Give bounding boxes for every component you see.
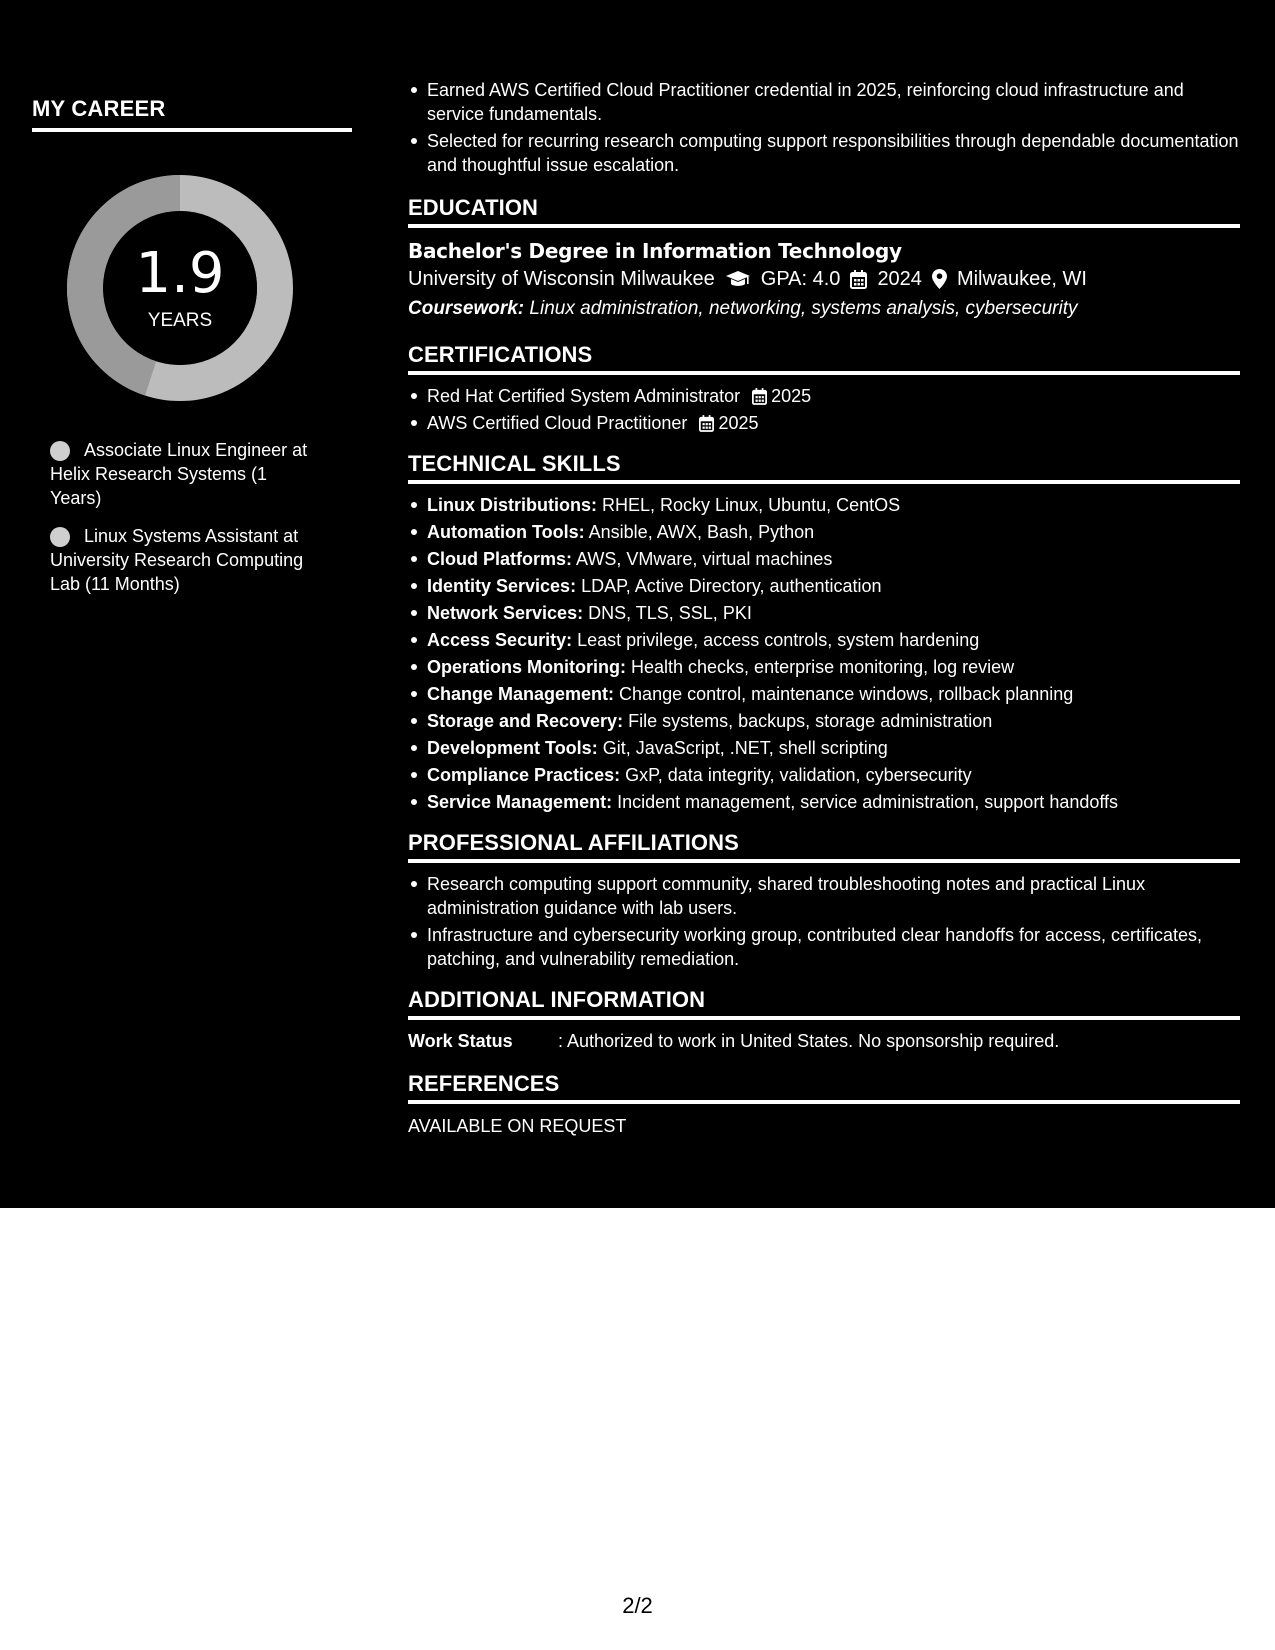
certifications-title: CERTIFICATIONS — [408, 342, 1240, 375]
certification-year: 2025 — [718, 413, 759, 433]
affiliation-item: Research computing support community, shared troubleshooting notes and practical Linux administration guidance with lab users. — [427, 872, 1240, 920]
skill-value: LDAP, Active Directory, authentication — [581, 576, 882, 596]
certification-name: Red Hat Certified System Administrator — [427, 386, 741, 406]
skill-item — [427, 628, 1240, 652]
degree-name: Bachelor's Degree in Information Technology — [408, 239, 902, 263]
coursework-text: Linux administration, networking, systems analysis, cybersecurity — [529, 298, 1078, 319]
skill-value: RHEL, Rocky Linux, Ubuntu, CentOS — [602, 495, 901, 515]
career-dot-icon — [50, 527, 70, 547]
career-dot-icon — [50, 441, 70, 461]
references-title: REFERENCES — [408, 1071, 1240, 1104]
page-number: 2/2 — [622, 1593, 653, 1618]
skill-label: Change Management: — [427, 684, 615, 704]
certification-item — [427, 411, 1240, 435]
education-body — [408, 238, 1240, 324]
achievement-item: Earned AWS Certified Cloud Practitioner credential in 2025, reinforcing cloud infrastructure and service fundamentals. — [427, 78, 1240, 126]
calendar-icon — [699, 415, 714, 432]
education-details — [408, 264, 1240, 294]
certifications-list — [408, 384, 1240, 435]
skill-item — [427, 493, 1240, 517]
skill-label: Service Management: — [427, 792, 613, 812]
skill-label: Automation Tools: — [427, 522, 585, 542]
education-section — [408, 195, 1240, 324]
skill-value: Change control, maintenance windows, rollback planning — [619, 684, 1074, 704]
skill-value: Incident management, service administration, support handoffs — [617, 792, 1119, 812]
skill-value: File systems, backups, storage administration — [628, 711, 993, 731]
additional-title: ADDITIONAL INFORMATION — [408, 987, 1240, 1020]
calendar-icon — [850, 270, 867, 289]
skill-label: Access Security: — [427, 630, 573, 650]
sidebar — [0, 0, 380, 1208]
skills-section — [408, 451, 1240, 814]
skill-item — [427, 520, 1240, 544]
skill-value: AWS, VMware, virtual machines — [576, 549, 833, 569]
donut-center — [66, 174, 294, 402]
achievement-item: Selected for recurring research computing support responsibilities through dependable documentation and thoughtful issue escalation. — [427, 131, 1239, 175]
skill-value: Least privilege, access controls, system hardening — [577, 630, 980, 650]
education-title: EDUCATION — [408, 195, 1240, 228]
years-value: 1.9 — [135, 241, 225, 306]
skill-item — [427, 682, 1240, 706]
skill-item — [427, 709, 1240, 733]
skill-item — [427, 763, 1240, 787]
references-section — [408, 1071, 1240, 1138]
years-unit: YEARS — [147, 310, 213, 331]
skill-label: Cloud Platforms: — [427, 549, 573, 569]
affiliation-item: Infrastructure and cybersecurity working group, contributed clear handoffs for access, certificates, patching, and vulnerability remediation. — [427, 923, 1240, 971]
main-content — [408, 78, 1240, 1138]
school-name: University of Wisconsin Milwaukee — [408, 268, 715, 290]
skill-label: Compliance Practices: — [427, 765, 621, 785]
map-pin-icon — [932, 269, 947, 289]
affiliations-title: PROFESSIONAL AFFILIATIONS — [408, 830, 1240, 863]
skill-value: GxP, data integrity, validation, cybersecurity — [625, 765, 972, 785]
experience-donut — [66, 174, 294, 402]
career-item-text: Linux Systems Assistant at University Research Computing Lab (11 Months) — [50, 526, 304, 594]
skill-item — [427, 574, 1240, 598]
skill-item — [427, 736, 1240, 760]
certification-name: AWS Certified Cloud Practitioner — [427, 413, 688, 433]
skill-label: Linux Distributions: — [427, 495, 597, 515]
affiliations-list — [408, 872, 1240, 971]
references-text: AVAILABLE ON REQUEST — [408, 1116, 627, 1136]
career-list — [50, 438, 320, 596]
certification-year: 2025 — [771, 386, 812, 406]
skill-item — [427, 655, 1240, 679]
work-status-row — [408, 1029, 1240, 1053]
work-status-value: : Authorized to work in United States. No sponsorship required. — [558, 1031, 1060, 1051]
career-item — [50, 524, 320, 596]
skill-item — [427, 547, 1240, 571]
skill-value: DNS, TLS, SSL, PKI — [588, 603, 752, 623]
skill-item — [427, 790, 1240, 814]
gpa: GPA: 4.0 — [760, 268, 841, 290]
work-status-label: Work Status — [408, 1031, 513, 1051]
graduation-year: 2024 — [877, 268, 922, 290]
skill-value: Git, JavaScript, .NET, shell scripting — [602, 738, 888, 758]
skill-label: Identity Services: — [427, 576, 577, 596]
affiliations-section — [408, 830, 1240, 971]
skill-label: Network Services: — [427, 603, 584, 623]
calendar-icon — [752, 388, 767, 405]
skills-list — [408, 493, 1240, 814]
skill-value: Health checks, enterprise monitoring, log review — [631, 657, 1015, 677]
school-location: Milwaukee, WI — [956, 268, 1087, 290]
certification-item — [427, 384, 1240, 408]
skill-item — [427, 601, 1240, 625]
sidebar-content — [32, 96, 352, 610]
additional-section — [408, 987, 1240, 1053]
coursework-label: Coursework: — [408, 298, 525, 319]
skill-label: Development Tools: — [427, 738, 598, 758]
achievement-list — [408, 78, 1240, 177]
career-title: MY CAREER — [32, 96, 352, 132]
graduation-cap-icon — [725, 270, 751, 288]
career-item — [50, 438, 320, 510]
coursework — [408, 294, 1240, 324]
skill-label: Storage and Recovery: — [427, 711, 624, 731]
skills-title: TECHNICAL SKILLS — [408, 451, 1240, 484]
career-item-text: Associate Linux Engineer at Helix Research Systems (1 Years) — [50, 440, 308, 508]
skill-label: Operations Monitoring: — [427, 657, 626, 677]
skill-value: Ansible, AWX, Bash, Python — [588, 522, 815, 542]
certifications-section — [408, 342, 1240, 435]
